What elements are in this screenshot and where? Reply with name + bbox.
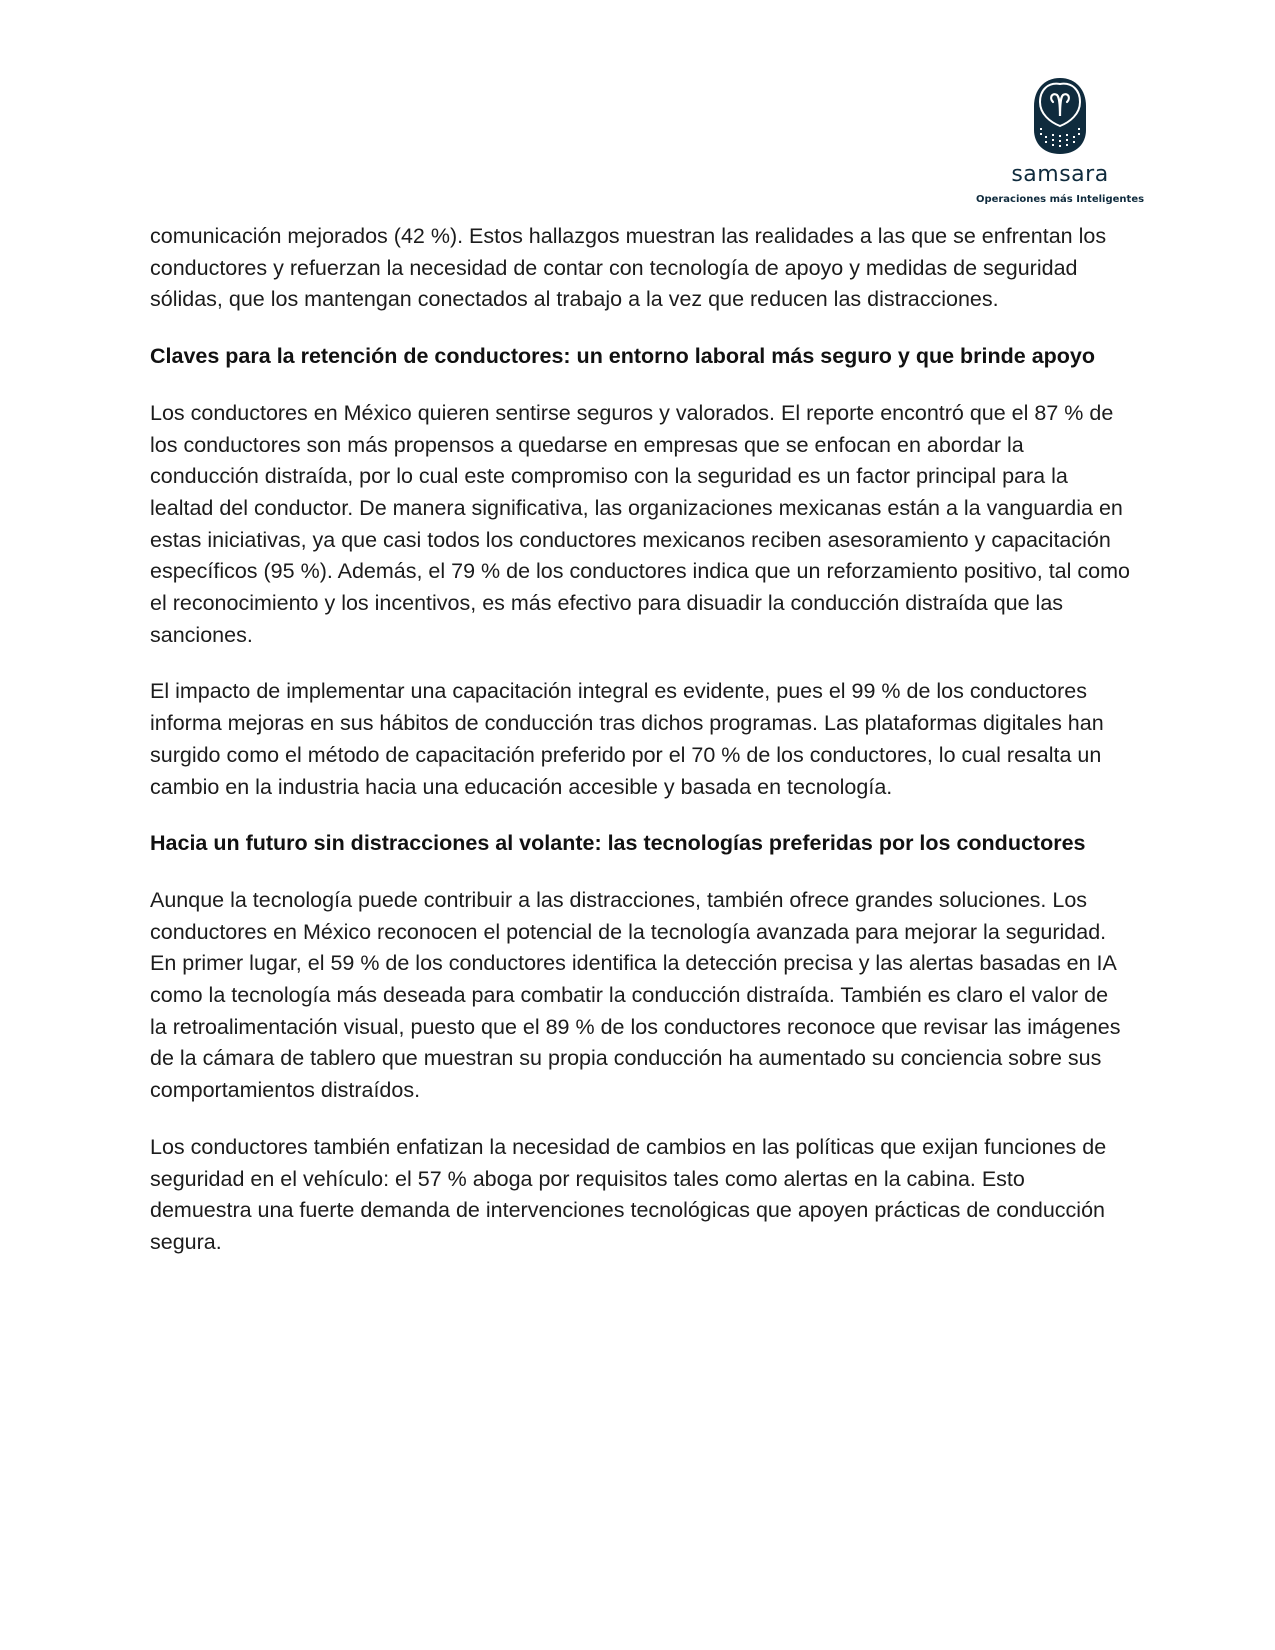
- brand-name: samsara: [1011, 162, 1109, 187]
- paragraph-communication: comunicación mejorados (42 %). Estos hallazgos muestran las realidades a las que se enfrentan los conductores y refuerzan la necesidad de contar con tecnología de apoyo y medidas de seguridad sólidas, que los mantengan conectados al trabajo a la vez que reducen las distracciones.: [150, 224, 1107, 312]
- samsara-logo: [960, 76, 1160, 206]
- section-heading-driver-retention: Claves para la retención de conductores: un entorno laboral más seguro y que brinde apoyo: [150, 344, 1096, 369]
- paragraph-technology-solutions: Aunque la tecnología puede contribuir a las distracciones, también ofrece grandes soluciones. Los conductores en México reconocen el potencial de la tecnología avanzada para mejorar la seguridad. En primer lugar, el 59 % de los conductores identifica la detección precisa y las alertas basadas en IA como la tecnología más deseada para combatir la conducción distraída. También es claro el valor de la retroalimentación visual, puesto que el 89 % de los conductores reconoce que revisar las imágenes de la cámara de tablero que muestran su propia conducción ha aumentado su conciencia sobre sus comportamientos distraídos.: [150, 887, 1121, 1103]
- document-body: [150, 221, 1130, 1284]
- section-heading-preferred-technologies: Hacia un futuro sin distracciones al volante: las tecnologías preferidas por los conductores: [150, 831, 1086, 856]
- owl-icon: [1032, 76, 1088, 156]
- paragraph-training-impact: El impacto de implementar una capacitación integral es evidente, pues el 99 % de los conductores informa mejoras en sus hábitos de conducción tras dichos programas. Las plataformas digitales han surgido como el método de capacitación preferido por el 70 % de los conductores, lo cual resalta un cambio en la industria hacia una educación accesible y basada en tecnología.: [150, 679, 1104, 799]
- brand-tagline: Operaciones más Inteligentes: [975, 194, 1145, 205]
- paragraph-policy-changes: Los conductores también enfatizan la necesidad de cambios en las políticas que exijan funciones de seguridad en el vehículo: el 57 % aboga por requisitos tales como alertas en la cabina. Esto demuestra una fuerte demanda de intervenciones tecnológicas que apoyen prácticas de conducción segura.: [150, 1134, 1107, 1254]
- paragraph-driver-retention: Los conductores en México quieren sentirse seguros y valorados. El reporte encontró que el 87 % de los conductores son más propensos a quedarse en empresas que se enfocan en abordar la conducción distraída, por lo cual este compromiso con la seguridad es un factor principal para la lealtad del conductor. De manera significativa, las organizaciones mexicanas están a la vanguardia en estas iniciativas, ya que casi todos los conductores mexicanos reciben asesoramiento y capacitación específicos (95 %). Además, el 79 % de los conductores indica que un reforzamiento positivo, tal como el reconocimiento y los incentivos, es más efectivo para disuadir la conducción distraída que las sanciones.: [150, 400, 1130, 647]
